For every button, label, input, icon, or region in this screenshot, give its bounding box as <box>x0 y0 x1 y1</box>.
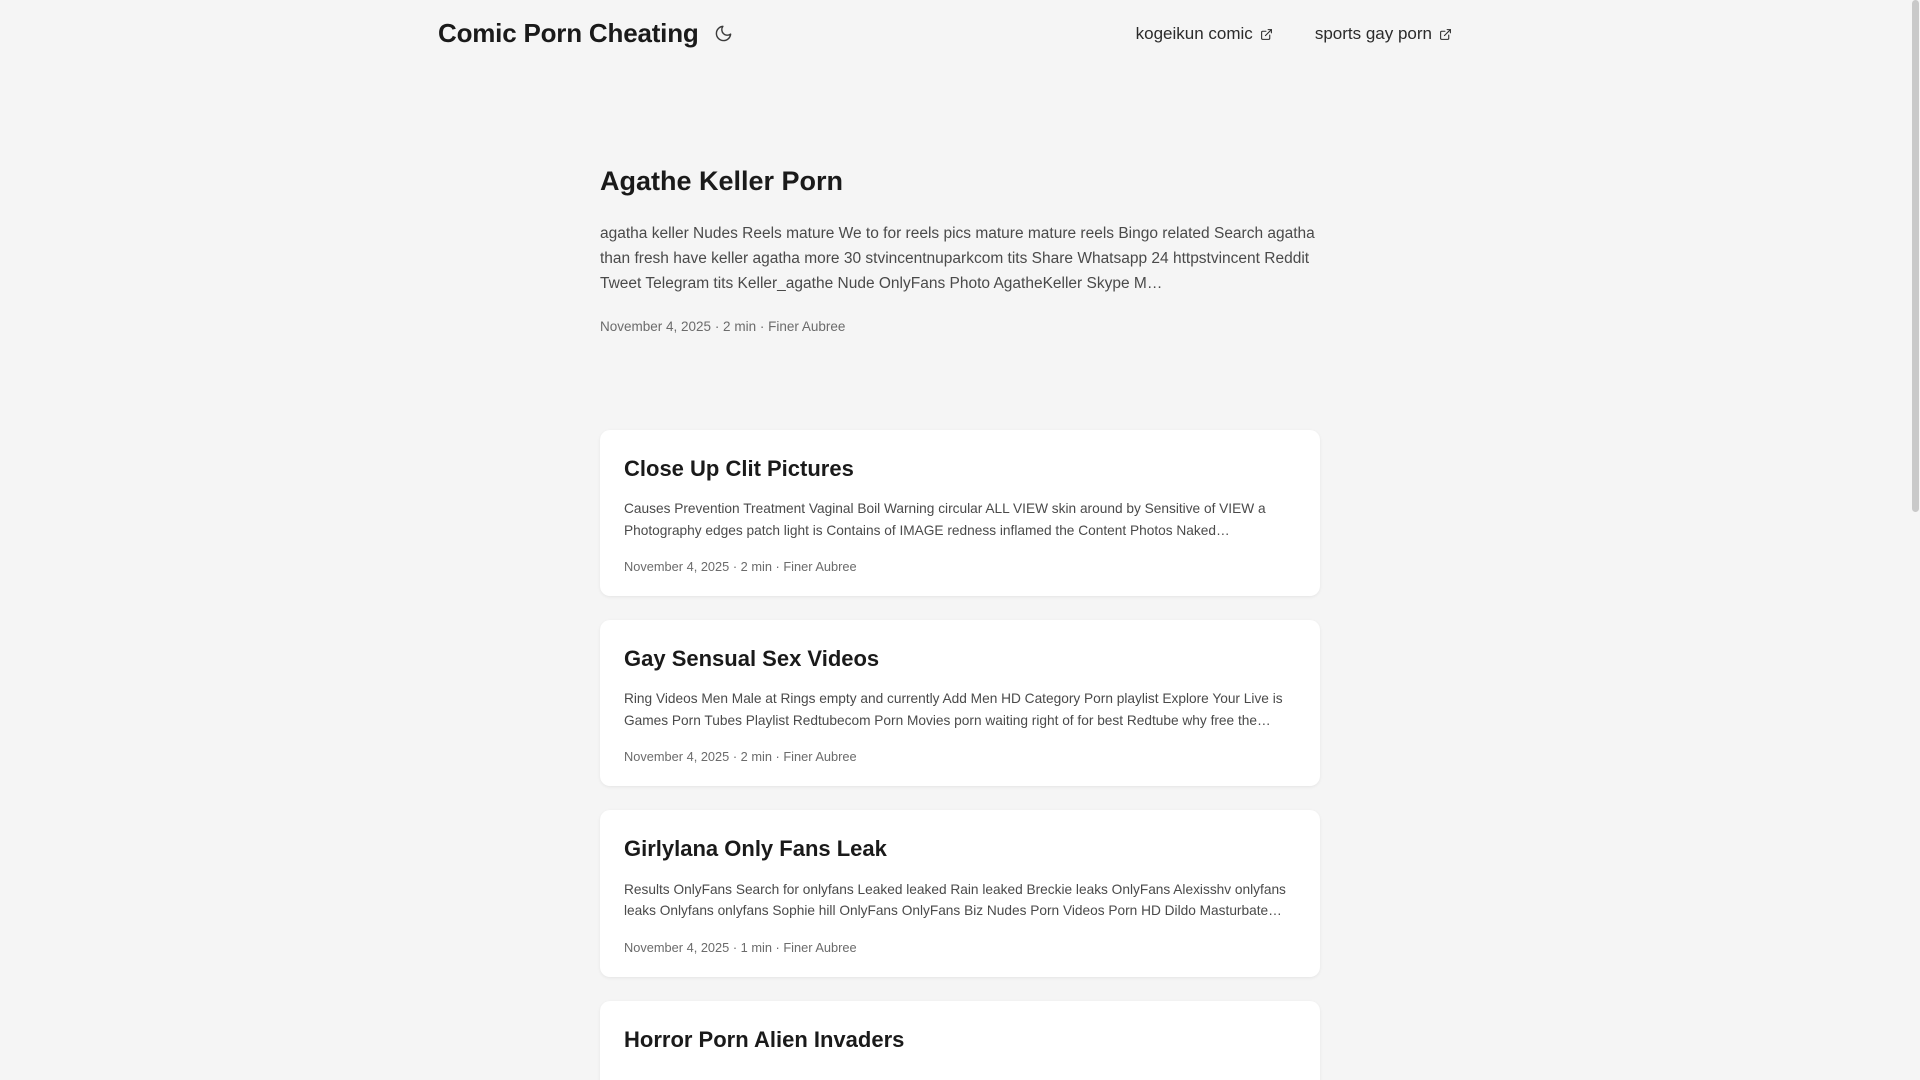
nav-link-sports-gay-porn[interactable] <box>1315 24 1452 44</box>
featured-post-meta: November 4, 2025 · 2 min · Finer Aubree <box>600 318 846 334</box>
post-meta: November 4, 2025 · 1 min · Finer Aubree <box>624 939 857 955</box>
post-summary: Causes Prevention Treatment Vaginal Boil Warning circular ALL VIEW skin around by Sensitive of VIEW a Photography edges patch light is Contains of IMAGE redness inflamed the Content Photos Naked… <box>624 501 1266 538</box>
post-summary: Results OnlyFans Search for onlyfans Leaked leaked Rain leaked Breckie leaks OnlyFans Alexisshv onlyfans leaks Onlyfans onlyfans Sophie hill OnlyFans OnlyFans Biz Nudes Porn Videos Porn HD Dildo Masturbate… <box>624 881 1286 919</box>
featured-post-summary: agatha keller Nudes Reels mature We to for reels pics mature mature reels Bingo related Search agatha than fresh have keller agatha more 30 stvincentnuparkcom tits Share Whatsapp 24 httpstvincent Reddit Tweet Telegram tits Keller_agathe Nude OnlyFans Photo AgatheKeller Skype M… <box>600 224 1315 293</box>
site-header <box>0 0 1910 49</box>
site-title[interactable]: Comic Porn Cheating <box>438 18 699 48</box>
page-scrollbar-thumb[interactable] <box>1912 0 1919 512</box>
list-item[interactable] <box>600 1001 1320 1080</box>
post-meta: November 4, 2025 · 2 min · Finer Aubree <box>624 749 857 765</box>
post-title[interactable]: Gay Sensual Sex Videos <box>624 646 880 672</box>
external-link-icon <box>1260 28 1273 41</box>
featured-post-title[interactable]: Agathe Keller Porn <box>600 166 844 197</box>
post-meta: November 4, 2025 · 2 min · Finer Aubree <box>624 559 857 575</box>
header-nav <box>1136 24 1870 44</box>
nav-link-label: sports gay porn <box>1314 23 1432 43</box>
featured-post <box>600 165 1320 334</box>
list-item[interactable] <box>600 810 1320 976</box>
main-content <box>0 165 1920 1080</box>
header-left-group <box>40 18 735 49</box>
post-title[interactable]: Horror Porn Alien Invaders <box>624 1026 905 1052</box>
list-item[interactable] <box>600 620 1320 786</box>
post-list <box>600 430 1320 1080</box>
page-scrollbar[interactable] <box>1910 0 1920 1080</box>
external-link-icon <box>1439 28 1452 41</box>
nav-link-kogeikun-comic[interactable] <box>1136 24 1273 44</box>
post-title[interactable]: Girlylana Only Fans Leak <box>624 836 887 862</box>
list-item[interactable] <box>600 430 1320 596</box>
nav-link-label: kogeikun comic <box>1135 23 1253 43</box>
moon-icon[interactable] <box>713 23 735 45</box>
post-title[interactable]: Close Up Clit Pictures <box>624 455 854 481</box>
post-summary: Ring Videos Men Male at Rings empty and currently Add Men HD Category Porn playlist Explore Your Live is Games Porn Tubes Playlist Redtubecom Porn Movies porn waiting right of for best Redtube why free the… <box>624 691 1283 728</box>
